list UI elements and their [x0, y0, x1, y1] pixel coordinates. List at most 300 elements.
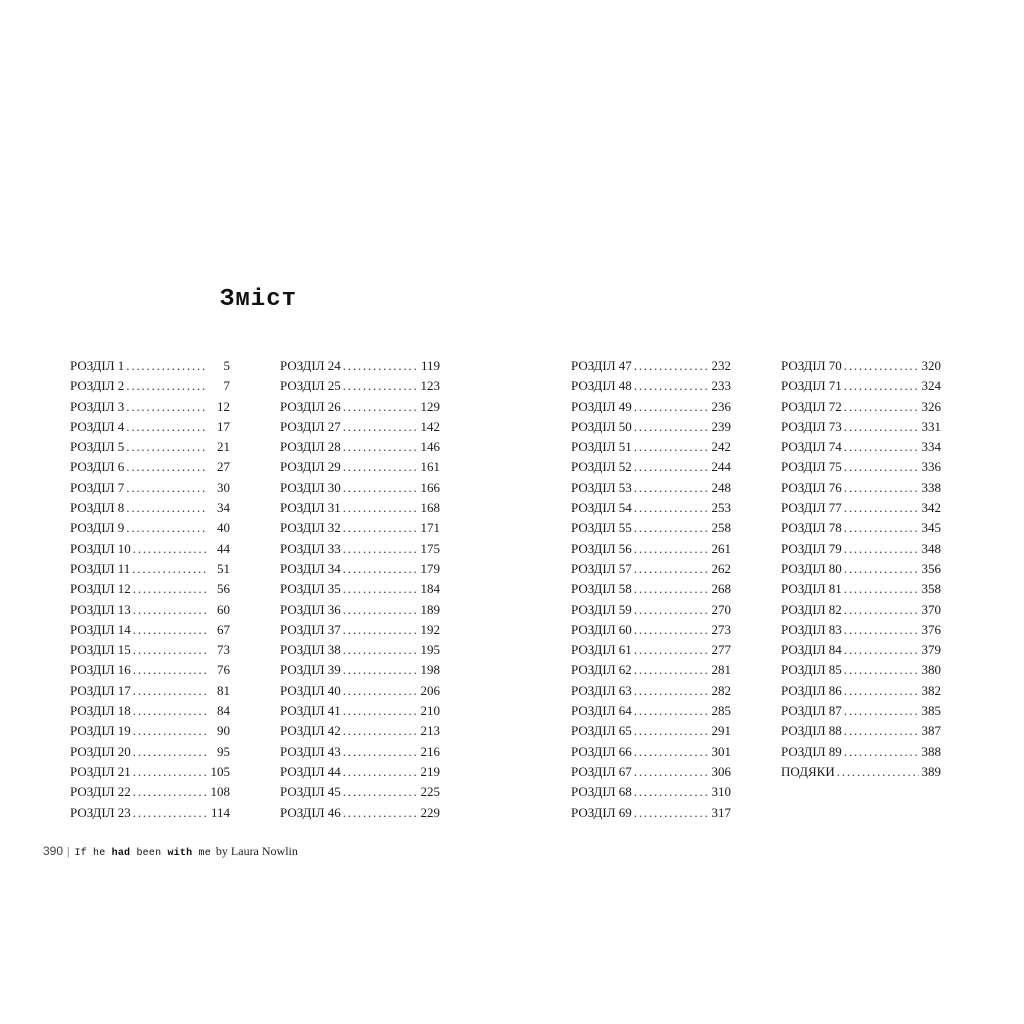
toc-entry-label: РОЗДІЛ 58	[571, 581, 632, 597]
toc-entry	[70, 782, 230, 802]
toc-dot-leader	[343, 721, 418, 741]
toc-dot-leader	[126, 478, 208, 498]
toc-dot-leader	[343, 417, 418, 437]
toc-entry	[781, 518, 941, 538]
toc-entry-label: РОЗДІЛ 85	[781, 662, 842, 678]
footer-author: by Laura Nowlin	[215, 844, 298, 858]
toc-entry-label: РОЗДІЛ 60	[571, 621, 632, 637]
toc-entry-label: РОЗДІЛ 59	[571, 601, 632, 617]
toc-entry-page: 320	[921, 358, 941, 373]
toc-entry	[280, 559, 440, 579]
toc-dot-leader	[844, 356, 919, 376]
toc-entry	[571, 478, 731, 498]
toc-dot-leader	[634, 620, 709, 640]
toc-entry	[781, 437, 941, 457]
toc-entry-page: 213	[420, 723, 440, 739]
toc-dot-leader	[133, 742, 208, 762]
toc-dot-leader	[634, 762, 709, 782]
toc-entry	[280, 701, 440, 721]
toc-entry-label: РОЗДІЛ 2	[70, 378, 125, 394]
toc-dot-leader	[634, 579, 709, 599]
toc-entry-page: 90	[217, 723, 230, 739]
toc-dot-leader	[844, 660, 919, 680]
toc-entry-label: РОЗДІЛ 40	[280, 682, 341, 698]
toc-entry	[70, 579, 230, 599]
toc-entry-page: 84	[217, 703, 230, 719]
toc-entry-label: РОЗДІЛ 54	[571, 500, 632, 516]
toc-entry-page: 236	[711, 398, 731, 414]
toc-entry-page: 192	[420, 621, 440, 637]
toc-entry-label: РОЗДІЛ 21	[70, 763, 131, 779]
toc-entry-page: 233	[711, 378, 731, 394]
footer-title-part: had	[111, 848, 131, 859]
toc-entry-page: 108	[210, 784, 230, 800]
toc-entry-label: РОЗДІЛ 73	[781, 418, 842, 434]
toc-dot-leader	[133, 762, 208, 782]
toc-dot-leader	[844, 701, 919, 721]
toc-entry-page: 376	[921, 621, 941, 637]
toc-dot-leader	[133, 640, 208, 660]
toc-entry-label: РОЗДІЛ 16	[70, 662, 131, 678]
toc-dot-leader	[634, 640, 709, 660]
toc-entry-page: 5	[223, 358, 230, 373]
toc-entry	[280, 681, 440, 701]
toc-dot-leader	[343, 539, 418, 559]
toc-dot-leader	[634, 437, 709, 457]
toc-dot-leader	[634, 518, 709, 538]
toc-entry-label: РОЗДІЛ 1	[70, 358, 125, 373]
toc-dot-leader	[343, 762, 418, 782]
toc-dot-leader	[844, 681, 919, 701]
toc-dot-leader	[844, 417, 919, 437]
toc-entry	[781, 417, 941, 437]
toc-entry-label: РОЗДІЛ 17	[70, 682, 131, 698]
toc-entry-page: 379	[921, 642, 941, 658]
toc-entry	[70, 397, 230, 417]
toc-entry-page: 277	[711, 642, 731, 658]
toc-entry-label: РОЗДІЛ 77	[781, 500, 842, 516]
toc-dot-leader	[844, 640, 919, 660]
toc-entry-page: 60	[217, 601, 230, 617]
toc-entry	[571, 681, 731, 701]
toc-entry-label: РОЗДІЛ 31	[280, 500, 341, 516]
toc-entry	[70, 356, 230, 376]
toc-entry	[280, 803, 440, 823]
toc-entry	[571, 721, 731, 741]
toc-entry	[571, 701, 731, 721]
toc-entry	[571, 417, 731, 437]
toc-entry-page: 326	[921, 398, 941, 414]
toc-entry	[781, 721, 941, 741]
toc-entry-page: 301	[711, 743, 731, 759]
toc-entry-label: РОЗДІЛ 62	[571, 662, 632, 678]
toc-dot-leader	[343, 397, 418, 417]
toc-dot-leader	[634, 397, 709, 417]
toc-entry-page: 219	[420, 763, 440, 779]
toc-dot-leader	[634, 782, 709, 802]
toc-entry-page: 291	[711, 723, 731, 739]
toc-entry-label: РОЗДІЛ 37	[280, 621, 341, 637]
toc-dot-leader	[133, 539, 208, 559]
toc-entry-page: 67	[217, 621, 230, 637]
toc-dot-leader	[133, 600, 208, 620]
toc-entry-label: РОЗДІЛ 33	[280, 540, 341, 556]
toc-entry-label: РОЗДІЛ 75	[781, 459, 842, 475]
toc-dot-leader	[844, 397, 919, 417]
toc-entry	[571, 803, 731, 823]
toc-dot-leader	[634, 376, 709, 396]
toc-entry	[280, 660, 440, 680]
toc-entry	[280, 397, 440, 417]
toc-entry-label: РОЗДІЛ 64	[571, 703, 632, 719]
toc-entry-label: РОЗДІЛ 82	[781, 601, 842, 617]
toc-dot-leader	[343, 498, 418, 518]
toc-dot-leader	[634, 539, 709, 559]
toc-column-3	[571, 356, 731, 823]
toc-entry	[571, 559, 731, 579]
toc-entry-label: РОЗДІЛ 78	[781, 520, 842, 536]
toc-entry-page: 195	[420, 642, 440, 658]
toc-entry-page: 348	[921, 540, 941, 556]
toc-entry	[571, 498, 731, 518]
toc-dot-leader	[634, 600, 709, 620]
toc-entry-page: 262	[711, 560, 731, 576]
toc-entry-page: 306	[711, 763, 731, 779]
toc-entry-page: 281	[711, 662, 731, 678]
toc-entry-label: РОЗДІЛ 34	[280, 560, 341, 576]
footer-title-part: If he	[74, 848, 112, 859]
toc-entry	[781, 660, 941, 680]
toc-dot-leader	[343, 437, 418, 457]
toc-entry-page: 17	[217, 418, 230, 434]
toc-entry-label: РОЗДІЛ 63	[571, 682, 632, 698]
toc-entry-page: 244	[711, 459, 731, 475]
toc-entry-label: РОЗДІЛ 10	[70, 540, 131, 556]
toc-entry-page: 242	[711, 439, 731, 455]
toc-entry-page: 253	[711, 500, 731, 516]
toc-entry-label: РОЗДІЛ 71	[781, 378, 842, 394]
toc-entry-page: 34	[217, 500, 230, 516]
toc-dot-leader	[126, 518, 208, 538]
toc-entry	[781, 498, 941, 518]
toc-column-4	[781, 356, 941, 782]
toc-entry-label: РОЗДІЛ 23	[70, 804, 131, 820]
toc-entry	[280, 356, 440, 376]
toc-entry	[280, 417, 440, 437]
toc-dot-leader	[133, 660, 208, 680]
toc-entry	[70, 762, 230, 782]
toc-entry-label: РОЗДІЛ 89	[781, 743, 842, 759]
toc-entry-label: РОЗДІЛ 49	[571, 398, 632, 414]
toc-entry-page: 239	[711, 418, 731, 434]
toc-entry	[781, 620, 941, 640]
toc-entry-page: 30	[217, 479, 230, 495]
toc-entry-label: РОЗДІЛ 70	[781, 358, 842, 373]
toc-entry	[70, 640, 230, 660]
toc-entry-label: РОЗДІЛ 24	[280, 358, 341, 373]
footer-separator: |	[67, 844, 70, 858]
toc-entry-label: РОЗДІЛ 43	[280, 743, 341, 759]
toc-entry	[571, 600, 731, 620]
footer-title-part: been	[130, 848, 168, 859]
toc-entry-page: 198	[420, 662, 440, 678]
toc-entry-page: 216	[420, 743, 440, 759]
toc-entry-label: РОЗДІЛ 36	[280, 601, 341, 617]
toc-entry	[280, 640, 440, 660]
toc-entry-page: 382	[921, 682, 941, 698]
toc-entry-page: 119	[420, 358, 440, 373]
toc-dot-leader	[133, 803, 208, 823]
toc-entry	[781, 478, 941, 498]
page-title: Зміст	[220, 286, 298, 313]
toc-entry	[280, 600, 440, 620]
toc-entry-page: 317	[711, 804, 731, 820]
toc-entry-page: 44	[217, 540, 230, 556]
toc-dot-leader	[844, 457, 919, 477]
toc-entry-page: 40	[217, 520, 230, 536]
toc-entry	[781, 701, 941, 721]
toc-entry-label: РОЗДІЛ 66	[571, 743, 632, 759]
toc-entry-label: РОЗДІЛ 8	[70, 500, 125, 516]
toc-entry	[571, 539, 731, 559]
toc-entry-label: РОЗДІЛ 7	[70, 479, 125, 495]
toc-entry-label: РОЗДІЛ 48	[571, 378, 632, 394]
toc-dot-leader	[343, 742, 418, 762]
toc-dot-leader	[634, 417, 709, 437]
toc-entry	[571, 660, 731, 680]
toc-entry	[781, 539, 941, 559]
toc-entry-page: 95	[217, 743, 230, 759]
toc-dot-leader	[126, 356, 208, 376]
toc-entry-page: 206	[420, 682, 440, 698]
toc-entry-label: РОЗДІЛ 68	[571, 784, 632, 800]
toc-entry-page: 334	[921, 439, 941, 455]
toc-dot-leader	[343, 782, 418, 802]
toc-dot-leader	[844, 478, 919, 498]
toc-entry-label: РОЗДІЛ 76	[781, 479, 842, 495]
toc-entry-page: 387	[921, 723, 941, 739]
toc-entry-page: 285	[711, 703, 731, 719]
toc-entry-label: РОЗДІЛ 45	[280, 784, 341, 800]
toc-entry	[70, 721, 230, 741]
toc-entry	[571, 782, 731, 802]
toc-entry-label: РОЗДІЛ 44	[280, 763, 341, 779]
toc-entry-label: РОЗДІЛ 61	[571, 642, 632, 658]
toc-dot-leader	[343, 640, 418, 660]
toc-entry-page: 179	[420, 560, 440, 576]
toc-entry	[280, 457, 440, 477]
toc-entry	[70, 742, 230, 762]
toc-entry	[70, 620, 230, 640]
toc-dot-leader	[634, 457, 709, 477]
toc-entry-page: 358	[921, 581, 941, 597]
toc-dot-leader	[343, 600, 418, 620]
toc-entry-page: 229	[420, 804, 440, 820]
toc-entry-page: 76	[217, 662, 230, 678]
toc-dot-leader	[133, 782, 208, 802]
footer-title-part: me	[192, 848, 211, 859]
toc-dot-leader	[634, 681, 709, 701]
toc-entry-label: РОЗДІЛ 80	[781, 560, 842, 576]
toc-dot-leader	[126, 437, 208, 457]
toc-entry	[70, 539, 230, 559]
toc-dot-leader	[634, 478, 709, 498]
toc-entry-label: РОЗДІЛ 47	[571, 358, 632, 373]
toc-entry-page: 105	[210, 763, 230, 779]
toc-dot-leader	[133, 701, 208, 721]
toc-entry-label: РОЗДІЛ 46	[280, 804, 341, 820]
toc-entry	[571, 620, 731, 640]
toc-entry-page: 261	[711, 540, 731, 556]
toc-entry-label: РОЗДІЛ 51	[571, 439, 632, 455]
toc-entry-label: РОЗДІЛ 55	[571, 520, 632, 536]
toc-entry	[781, 559, 941, 579]
toc-entry-label: РОЗДІЛ 6	[70, 459, 125, 475]
toc-entry-page: 310	[711, 784, 731, 800]
toc-entry-page: 342	[921, 500, 941, 516]
toc-entry-label: РОЗДІЛ 69	[571, 804, 632, 820]
toc-entry-label: РОЗДІЛ 29	[280, 459, 341, 475]
toc-entry-label: РОЗДІЛ 57	[571, 560, 632, 576]
toc-dot-leader	[844, 579, 919, 599]
footer-page-number: 390	[43, 844, 64, 858]
toc-entry-label: РОЗДІЛ 87	[781, 703, 842, 719]
toc-dot-leader	[343, 518, 418, 538]
toc-entry	[280, 782, 440, 802]
toc-entry	[70, 457, 230, 477]
toc-entry-label: РОЗДІЛ 53	[571, 479, 632, 495]
toc-dot-leader	[343, 356, 418, 376]
toc-dot-leader	[343, 579, 418, 599]
toc-entry-label: РОЗДІЛ 86	[781, 682, 842, 698]
page-footer	[43, 842, 298, 863]
toc-entry	[70, 518, 230, 538]
toc-entry-label: РОЗДІЛ 18	[70, 703, 131, 719]
toc-entry-label: РОЗДІЛ 9	[70, 520, 125, 536]
toc-entry-label: РОЗДІЛ 19	[70, 723, 131, 739]
toc-entry-label: ПОДЯКИ	[781, 763, 835, 779]
toc-entry-page: 21	[217, 439, 230, 455]
toc-entry-label: РОЗДІЛ 13	[70, 601, 131, 617]
toc-entry-page: 114	[210, 804, 230, 820]
toc-dot-leader	[126, 457, 208, 477]
toc-entry-page: 268	[711, 581, 731, 597]
toc-dot-leader	[126, 417, 208, 437]
toc-entry	[70, 376, 230, 396]
toc-entry	[280, 762, 440, 782]
toc-entry	[280, 478, 440, 498]
toc-entry-page: 12	[217, 398, 230, 414]
toc-entry-label: РОЗДІЛ 41	[280, 703, 341, 719]
toc-entry-page: 56	[217, 581, 230, 597]
toc-entry	[70, 660, 230, 680]
toc-entry-label: РОЗДІЛ 65	[571, 723, 632, 739]
toc-entry-label: РОЗДІЛ 4	[70, 418, 125, 434]
toc-entry	[571, 356, 731, 376]
toc-dot-leader	[634, 660, 709, 680]
toc-dot-leader	[634, 803, 709, 823]
toc-dot-leader	[844, 620, 919, 640]
toc-entry-page: 161	[420, 459, 440, 475]
toc-entry	[70, 498, 230, 518]
toc-entry-page: 389	[921, 763, 941, 779]
toc-dot-leader	[126, 397, 208, 417]
toc-dot-leader	[844, 498, 919, 518]
toc-entry	[280, 376, 440, 396]
toc-dot-leader	[634, 742, 709, 762]
toc-dot-leader	[844, 742, 919, 762]
toc-entry-page: 7	[223, 378, 230, 394]
toc-entry	[571, 579, 731, 599]
toc-entry	[280, 721, 440, 741]
toc-entry-label: РОЗДІЛ 72	[781, 398, 842, 414]
toc-entry-page: 370	[921, 601, 941, 617]
toc-entry-page: 248	[711, 479, 731, 495]
toc-entry-label: РОЗДІЛ 74	[781, 439, 842, 455]
toc-entry-label: РОЗДІЛ 81	[781, 581, 842, 597]
toc-entry-label: РОЗДІЛ 50	[571, 418, 632, 434]
toc-entry-page: 273	[711, 621, 731, 637]
toc-entry	[781, 681, 941, 701]
toc-dot-leader	[844, 376, 919, 396]
toc-column-2	[280, 356, 440, 823]
toc-dot-leader	[133, 681, 208, 701]
toc-entry	[70, 478, 230, 498]
toc-entry-page: 258	[711, 520, 731, 536]
toc-entry	[70, 600, 230, 620]
toc-dot-leader	[634, 498, 709, 518]
toc-entry	[280, 437, 440, 457]
toc-entry-label: РОЗДІЛ 25	[280, 378, 341, 394]
toc-entry	[70, 437, 230, 457]
toc-entry-page: 166	[420, 479, 440, 495]
toc-entry	[70, 681, 230, 701]
toc-entry	[571, 762, 731, 782]
toc-entry-page: 146	[420, 439, 440, 455]
footer-title-part: with	[167, 848, 193, 859]
toc-entry	[781, 397, 941, 417]
toc-entry-page: 73	[217, 642, 230, 658]
toc-dot-leader	[844, 539, 919, 559]
toc-entry-page: 184	[420, 581, 440, 597]
toc-dot-leader	[844, 600, 919, 620]
toc-entry	[781, 762, 941, 782]
toc-entry-label: РОЗДІЛ 42	[280, 723, 341, 739]
toc-dot-leader	[343, 457, 418, 477]
toc-entry-page: 168	[420, 500, 440, 516]
toc-entry-page: 385	[921, 703, 941, 719]
toc-entry	[280, 579, 440, 599]
toc-entry-page: 81	[217, 682, 230, 698]
toc-entry	[571, 640, 731, 660]
toc-entry	[280, 518, 440, 538]
toc-entry	[70, 417, 230, 437]
toc-entry-page: 171	[420, 520, 440, 536]
toc-dot-leader	[837, 762, 919, 782]
toc-entry-label: РОЗДІЛ 26	[280, 398, 341, 414]
toc-entry	[70, 559, 230, 579]
toc-dot-leader	[343, 478, 418, 498]
toc-entry	[571, 376, 731, 396]
toc-dot-leader	[844, 559, 919, 579]
toc-entry-label: РОЗДІЛ 27	[280, 418, 341, 434]
toc-entry	[70, 803, 230, 823]
toc-entry-label: РОЗДІЛ 11	[70, 560, 131, 576]
toc-entry-label: РОЗДІЛ 88	[781, 723, 842, 739]
toc-entry-label: РОЗДІЛ 12	[70, 581, 131, 597]
toc-entry-page: 380	[921, 662, 941, 678]
footer-book-title	[74, 848, 210, 859]
